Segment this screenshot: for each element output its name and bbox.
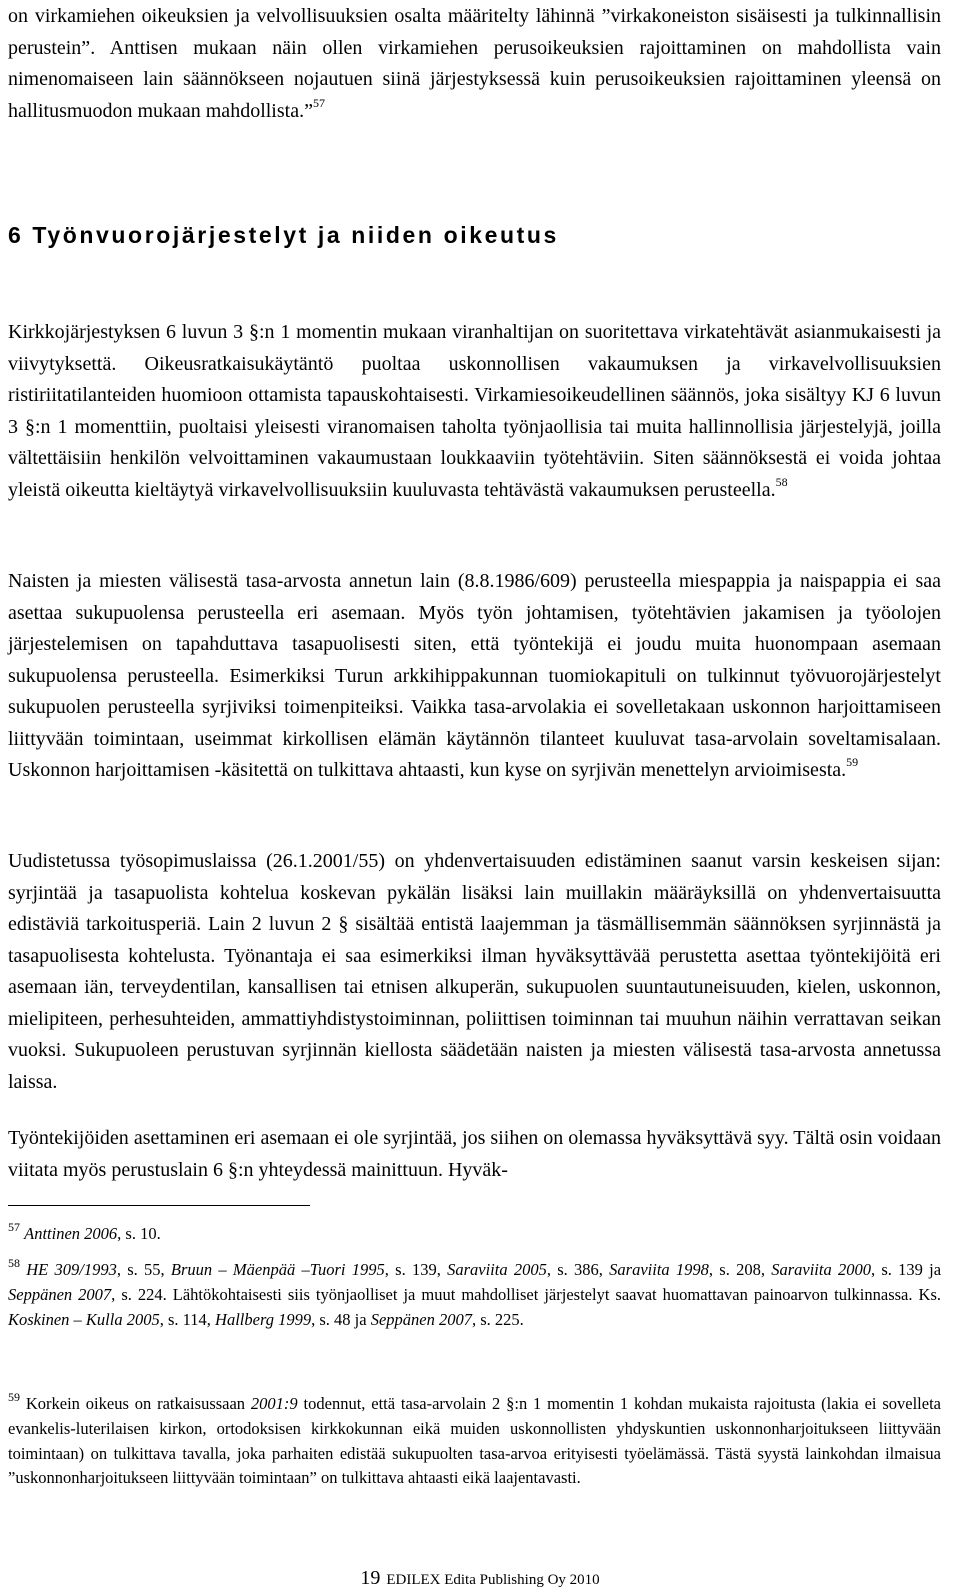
footnote-59 [8, 1389, 941, 1491]
footnote-text: , s. 208, [708, 1260, 772, 1279]
paragraph-4 [8, 1123, 941, 1186]
footnote-number: 59 [8, 1389, 20, 1404]
paragraph-3 [8, 846, 941, 1098]
paragraph-1 [8, 317, 941, 506]
footnote-ref-58[interactable]: 58 [775, 474, 788, 489]
footnote-text: todennut, että tasa-arvolain 2 §:n 1 momentin 1 kohdan mukaista rajoitusta (lakia ei sovelleta evankelis-luterilaisen kirkon, ortodoksisen kirkkokunnan eikä muiden uskonnollisten yhdyskuntien uskonnonharjoitukseen liittyvään toimintaan) on tulkittava tavalla, joka parhaiten edistää sukupuolten tasa-arvoa erityisesti työelämässä. Tästä syystä lainkohdan ilmaisua ”uskonnonharjoitukseen liittyvään toimintaan” on tulkittava ahtaasti eikä laajentavasti. [8, 1394, 941, 1488]
citation: Seppänen 2007 [370, 1309, 472, 1329]
publisher-credit: EDILEX Edita Publishing Oy 2010 [386, 1572, 600, 1588]
footnote-text: , s. 114, [159, 1309, 216, 1329]
footnote-text: , s. 386, [546, 1260, 610, 1279]
paragraph-text: Naisten ja miesten välisestä tasa-arvosta annetun lain (8.8.1986/609) perusteella miespappia ja naispappia ei saa asettaa sukupuolensa perusteella eri asemaan. Myös työn johtamisen, työtehtävien jakamisen ja työolojen järjestelemisen on tapahduttava tasapuolisesti siten, että työntekijä ei joudu muita huonompaan asemaan sukupuolensa perusteella. Esimerkiksi Turun arkkihippakunnan tuomiokapituli on tulkinnut työvuorojärjestelyt sukupuolen perusteella syrjiviksi toimenpiteiksi. Vaikka tasa-arvolakia ei sovelletakaan uskonnon harjoittamiseen liittyvään toimintaan, useimmat kirkollisen elämän käytännön tilanteet kuuluvat tasa-arvolain soveltamisalaan. Uskonnon harjoittamisen -käsitettä on tulkittava ahtaasti, kun kyse on syrjivän menettelyn arvioimisesta. [8, 570, 941, 781]
citation: Hallberg 1999 [215, 1309, 312, 1329]
footnote-divider [8, 1205, 310, 1206]
citation: Saraviita 2000 [771, 1260, 871, 1279]
citation: HE 309/1993 [26, 1260, 117, 1279]
paragraph-2 [8, 566, 941, 787]
citation: Seppänen 2007 [8, 1284, 112, 1304]
footnote-text: , s. 139 ja [870, 1260, 942, 1279]
footnote-text: , s. 55, [116, 1260, 171, 1279]
footnote-text: Korkein oikeus on ratkaisussaan [25, 1394, 251, 1413]
footnote-ref-59[interactable]: 59 [846, 755, 859, 770]
footnote-text: , s. 224. Lähtökohtaisesti siis työnjaolliset ja muut mahdolliset järjestelyt saavat huomattavan painoarvon tulkinnassa. Ks. [111, 1284, 941, 1304]
citation: Bruun – Mäenpää –Tuori 1995 [170, 1260, 385, 1279]
citation: Koskinen – Kulla 2005 [8, 1309, 160, 1329]
footnote-58 [8, 1255, 942, 1332]
citation: Saraviita 2005 [447, 1260, 547, 1279]
footnote-text: , s. 139, [384, 1260, 448, 1279]
footnote-number: 57 [8, 1219, 20, 1234]
paragraph-text: Työntekijöiden asettaminen eri asemaan ei ole syrjintää, jos siihen on olemassa hyväksyttävä syy. Tältä osin voidaan viitata myös perustuslain 6 §:n yhteydessä mainittuun. Hyväk- [8, 1127, 941, 1181]
footnote-57 [8, 1219, 941, 1247]
footnote-ref-57[interactable]: 57 [312, 95, 325, 110]
footnote-text: , s. 10. [117, 1224, 161, 1243]
intro-text: on virkamiehen oikeuksien ja velvollisuuksien osalta määritelty lähinnä ”virkakoneiston sisäisesti ja tulkinnallisin perustein”. Anttisen mukaan näin ollen virkamiehen perusoikeuksien rajoittaminen on mahdollista vain nimenomaiseen lain säännökseen nojautuen siinä järjestyksessä kuin perusoikeuksien rajoittaminen yleensä on hallitusmuodon mukaan mahdollista.” [8, 5, 941, 122]
paragraph-text: Kirkkojärjestyksen 6 luvun 3 §:n 1 momentin mukaan viranhaltijan on suoritettava virkatehtävät asianmukaisesti ja viivytyksettä. Oikeusratkaisukäytäntö puoltaa uskonnollisen vakaumuksen ja virkavelvollisuuksien ristiriitatilanteiden huomioon ottamista tapauskohtaisesti. Virkamiesoikeudellinen säännös, joka sisältyy KJ 6 luvun 3 §:n 1 momenttiin, puoltaisi yleisesti viranomaisen taholta työnjaollisia tai muita hallinnollisia järjestelyjä, joilla vältettäisiin henkilön velvoittaminen vakaumustaan loukkaaviin työtehtäviin. Siten säännöksestä ei voida johtaa yleistä oikeutta kieltäytyä virkavelvollisuuksiin kuuluvasta tehtävästä vakaumuksen perusteella. [8, 321, 941, 501]
footnote-number: 58 [8, 1255, 20, 1270]
section-heading: 6 Työnvuorojärjestelyt ja niiden oikeutus [8, 222, 559, 248]
intro-paragraph [8, 1, 941, 127]
paragraph-text: Uudistetussa työsopimuslaissa (26.1.2001/55) on yhdenvertaisuuden edistäminen saanut varsin keskeisen sijan: syrjintää ja tasapuolista kohtelua koskevan pykälän lisäksi lain muillakin määräyksillä on yhdenvertaisuutta edistäviä tarkoitusperiä. Lain 2 luvun 2 § sisältää entistä laajemman ja täsmällisemmän säännöksen syrjinnästä ja tasapuolisesta kohtelusta. Työnantaja ei saa esimerkiksi ilman hyväksyttävää perustetta asettaa työntekijöitä eri asemaan iän, terveydentilan, kansallisen tai etnisen alkuperän, sukupuolen suuntautuneisuuden, kielen, uskonnon, mielipiteen, perhesuhteiden, ammattiyhdistystoiminnan, poliittisen toiminnan tai muuhun näihin verrattavan seikan vuoksi. Sukupuoleen perustuvan syrjinnän kiellosta säädetään naisten ja miesten välisestä tasa-arvosta annetussa laissa. [8, 850, 941, 1093]
citation: Saraviita 1998 [609, 1260, 709, 1279]
page-number: 19 [360, 1567, 381, 1589]
footnote-text: , s. 225. [472, 1309, 524, 1329]
citation: 2001:9 [250, 1394, 298, 1413]
footnote-text: , s. 48 ja [311, 1309, 371, 1329]
citation: Anttinen 2006 [24, 1224, 118, 1243]
page-footer [0, 1566, 960, 1592]
